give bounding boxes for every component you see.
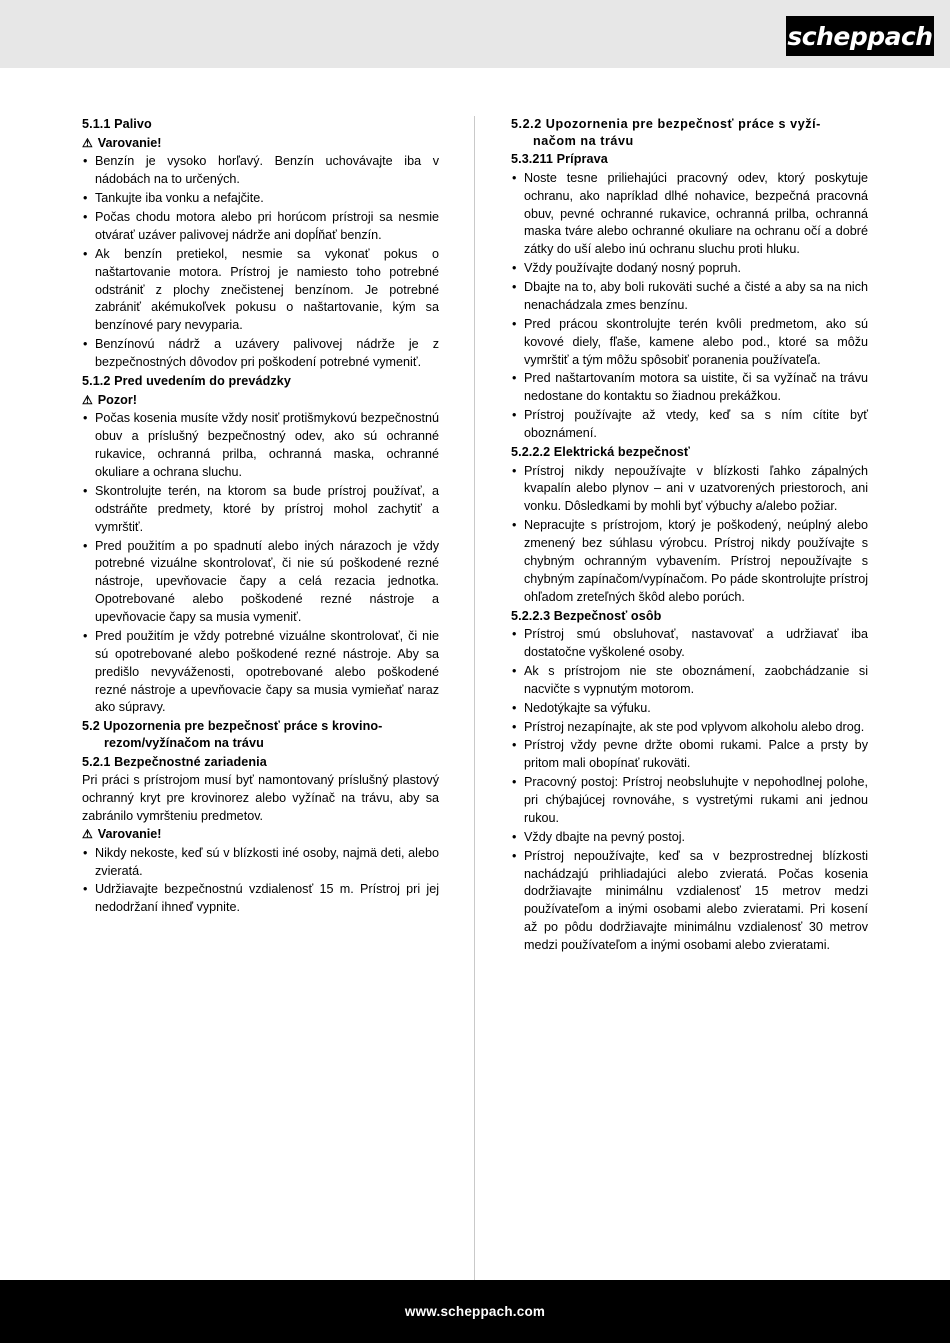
- list-item: • Nepracujte s prístrojom, ktorý je poškodený, neúplný alebo zmenený bez súhlasu výrobcu. Prístroj nikdy používajte s chybným ochranným vybavením. Prístroj nepoužívajte s chybným zapínačom/vypínačom. Po páde skontrolujte prístroj ohľadom zreteľných škôd alebo porúch.: [511, 517, 868, 606]
- list-item: • Prístroj používajte až vtedy, keď sa s ním cítite byť oboznámení.: [511, 407, 868, 443]
- warning-triangle-icon: ⚠: [82, 826, 93, 841]
- heading-5-1-1: 5.1.1 Palivo: [82, 117, 152, 131]
- brand-name: scheppach: [787, 21, 933, 51]
- heading-5-2-line1: 5.2 Upozornenia pre bezpečnosť práce s krovino-: [82, 719, 383, 734]
- list-item: • Benzín je vysoko horľavý. Benzín uchovávajte iba v nádobách na to určených.: [82, 153, 439, 189]
- list-item: • Vždy používajte dodaný nosný popruh.: [511, 260, 868, 278]
- warning-label-guards: [82, 826, 439, 844]
- warning-label-fuel: [82, 135, 439, 153]
- heading-5-1-2: 5.1.2 Pred uvedením do prevádzky: [82, 373, 291, 388]
- list-item: • Počas chodu motora alebo pri horúcom prístroji sa nesmie otvárať uzáver palivovej nádrže ani dopĺňať benzín.: [82, 209, 439, 245]
- warning-text: Varovanie!: [97, 135, 162, 150]
- paragraph-5-2-1: Pri práci s prístrojom musí byť namontovaný príslušný plastový ochranný kryt pre krovinorez alebo vyžínač na trávu, aby sa zabránilo vymršteniu predmetov.: [82, 773, 439, 823]
- brand-logo: [786, 16, 934, 56]
- list-item: • Vždy dbajte na pevný postoj.: [511, 829, 868, 847]
- heading-5-2-2-line1: 5.2.2 Upozornenia pre bezpečnosť práce s vyží-: [511, 117, 821, 131]
- list-item: • Prístroj vždy pevne držte obomi rukami. Palce a prsty by pritom mali obopínať rukoväti.: [511, 737, 868, 773]
- list-item: • Pred naštartovaním motora sa uistite, či sa vyžínač na trávu nedostane do kontaktu so žiadnou prekážkou.: [511, 370, 868, 406]
- list-5-2-1: [82, 845, 439, 918]
- list-5-3-211: [511, 170, 868, 443]
- list-5-1-2: [82, 410, 439, 717]
- heading-5-2-2-line2: načom na trávu: [533, 133, 634, 148]
- heading-5-2-2-2: 5.2.2.2 Elektrická bezpečnosť: [511, 444, 691, 459]
- heading-5-3-211: 5.3.211 Príprava: [511, 152, 608, 167]
- page-content: [0, 68, 950, 1280]
- list-item: • Prístroj nezapínajte, ak ste pod vplyvom alkoholu alebo drog.: [511, 719, 868, 737]
- warning-label-before-use: [82, 392, 439, 410]
- warning-triangle-icon: ⚠: [82, 135, 93, 150]
- list-item: • Nikdy nekoste, keď sú v blízkosti iné osoby, najmä deti, alebo zvieratá.: [82, 845, 439, 881]
- warning-triangle-icon: ⚠: [82, 392, 93, 407]
- list-item: • Počas kosenia musíte vždy nosiť protišmykovú bezpečnostnú obuv a príslušný bezpečnostný odev, ako sú ochranné rukavice, ochranná prilba, ochranná maska, ochranné okuliare a ochrana sluchu.: [82, 410, 439, 482]
- heading-5-2-2-3: 5.2.2.3 Bezpečnosť osôb: [511, 608, 662, 623]
- heading-5-2-line2: rezom/vyžínačom na trávu: [104, 735, 264, 750]
- list-item: • Benzínovú nádrž a uzávery palivovej nádrže je z bezpečnostných dôvodov pri poškodení potrebné vymeniť.: [82, 336, 439, 372]
- list-item: • Pred prácou skontrolujte terén kvôli predmetom, ako sú kovové diely, fľaše, kamene alebo pod., ktoré sa môžu vymrštiť a tým môžu spôsobiť poranenia používateľa.: [511, 316, 868, 370]
- heading-5-2-2: [511, 116, 868, 149]
- list-item: • Nedotýkajte sa výfuku.: [511, 700, 868, 718]
- list-item: • Ak benzín pretiekol, nesmie sa vykonať pokus o naštartovanie motora. Prístroj je namiesto toho potrebné odstrániť z plochy znečistenej benzínom. Je potrebné zabrániť akémukoľvek pokusu o naštartovanie, kým sa benzínové pary nevyparia.: [82, 246, 439, 335]
- list-item: • Pred použitím a po spadnutí alebo iných nárazoch je vždy potrebné vizuálne skontrolovať, či nie sú poškodené rezné nástroje, upevňovacie čapy a celá rezacia jednotka. Opotrebované alebo poškodené rezné nástroje a upevňovacie čapy sa musia vymeniť.: [82, 538, 439, 627]
- column-divider: [474, 116, 475, 1291]
- warning-text: Pozor!: [97, 392, 137, 407]
- list-item: • Pracovný postoj: Prístroj neobsluhujte v nepohodlnej polohe, pri chýbajúcej rovnováhe, s vystretými rukami ani jednou rukou.: [511, 774, 868, 828]
- left-column: [82, 116, 451, 1216]
- right-column: [499, 116, 868, 1216]
- page-header-band: [0, 0, 950, 68]
- list-item: • Tankujte iba vonku a nefajčite.: [82, 190, 439, 208]
- list-5-2-2-3: [511, 626, 868, 955]
- list-item: • Pred použitím je vždy potrebné vizuálne skontrolovať, či nie sú opotrebované alebo poškodené rezné nástroje. Aby sa predišlo nevyváženosti, opotrebované alebo poškodené rezné nástroje a upevňovacie čapy sa musia vymieňať naraz ako súpravy.: [82, 628, 439, 717]
- two-column-layout: [82, 116, 868, 1216]
- page-footer-band: [0, 1280, 950, 1343]
- heading-5-2-1: 5.2.1 Bezpečnostné zariadenia: [82, 754, 267, 769]
- footer-url: www.scheppach.com: [404, 1304, 546, 1319]
- list-item: • Ak s prístrojom nie ste oboznámení, zaobchádzanie si nacvičte s vypnutým motorom.: [511, 663, 868, 699]
- list-item: • Skontrolujte terén, na ktorom sa bude prístroj používať, a odstráňte predmety, ktoré by prístroj mohol zachytiť a vymrštiť.: [82, 483, 439, 537]
- list-5-2-2-2: [511, 463, 868, 607]
- list-item: • Prístroj nikdy nepoužívajte v blízkosti ľahko zápalných kvapalín alebo plynov – ani v uzatvorených priestoroch, ani vonku. Dôsledkami by mohli byť výbuchy a/alebo požiar.: [511, 463, 868, 517]
- list-5-1-1: [82, 153, 439, 372]
- list-item: • Prístroj nepoužívajte, keď sa v bezprostrednej blízkosti nachádzajú prihliadajúci alebo zvieratá. Počas kosenia dodržiavajte minimálnu vzdialenosť 15 metrov medzi používateľom a inými osobami alebo zvieratami. Pri kosení až po pôdu dodržiavajte minimálnu vzdialenosť 30 metrov medzi používateľom a inými osobami alebo zvieratami.: [511, 848, 868, 955]
- heading-5-2: [82, 718, 439, 751]
- list-item: • Noste tesne priliehajúci pracovný odev, ktorý poskytuje ochranu, ako napríklad dlhé nohavice, bezpečná pracovná obuv, pevné ochranné rukavice, ochranná prilba, ochranná maska tváre alebo ochranné okuliare na ochranu očí a dobré zátky do uší alebo inú ochranu sluchu proti hluku.: [511, 170, 868, 259]
- list-item: • Dbajte na to, aby boli rukoväti suché a čisté a aby sa na nich nenachádzala zmes benzínu.: [511, 279, 868, 315]
- warning-text: Varovanie!: [97, 826, 162, 841]
- list-item: • Udržiavajte bezpečnostnú vzdialenosť 15 m. Prístroj pri jej nedodržaní ihneď vypnite.: [82, 881, 439, 917]
- list-item: • Prístroj smú obsluhovať, nastavovať a udržiavať iba dostatočne vyškolené osoby.: [511, 626, 868, 662]
